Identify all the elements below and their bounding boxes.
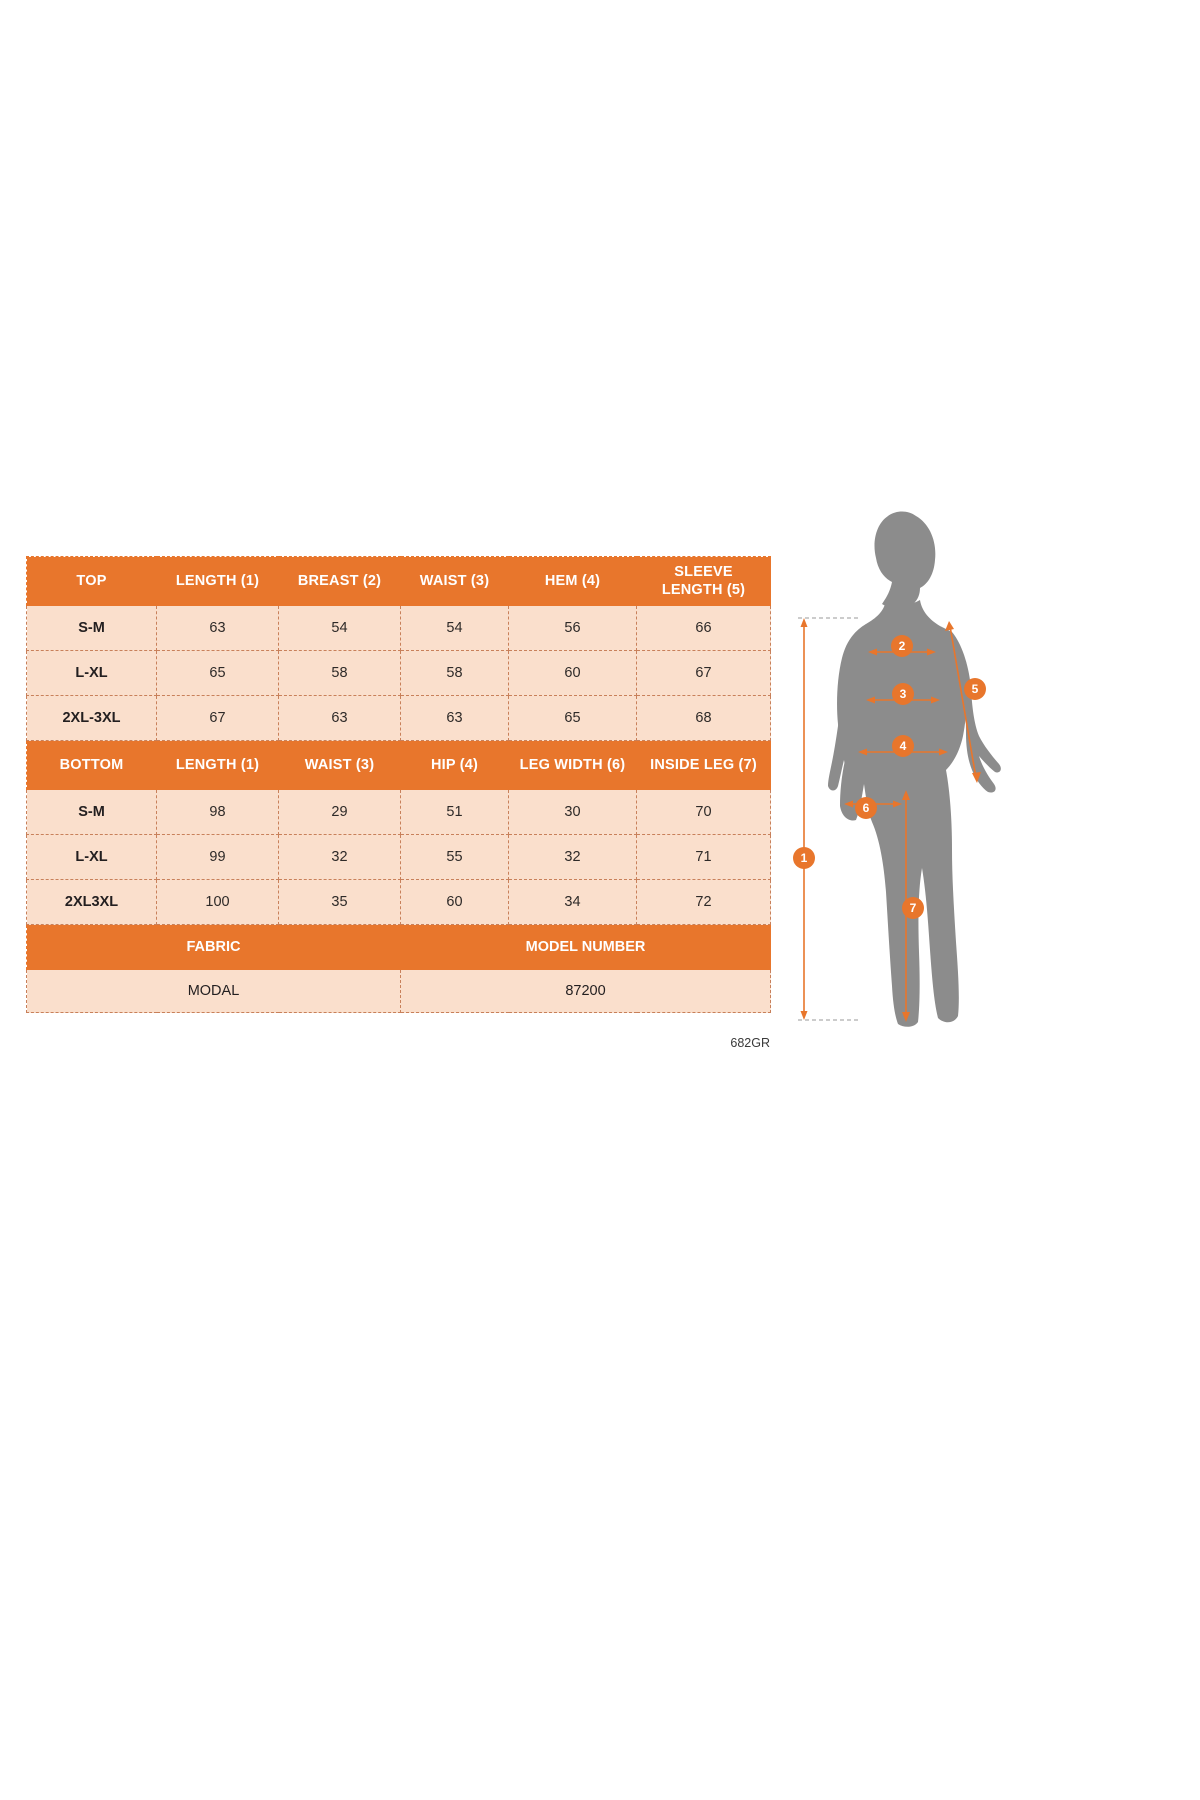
- badge-4-label: 4: [899, 739, 907, 753]
- reference-code: 682GR: [730, 1036, 770, 1050]
- cell-top-hem: 60: [509, 651, 637, 696]
- value-model-number: 87200: [401, 970, 771, 1013]
- header-top-waist: WAIST (3): [401, 557, 509, 606]
- badge-5-label: 5: [971, 682, 979, 696]
- badge-7-label: 7: [909, 901, 917, 915]
- cell-bottom-inside-leg: 71: [637, 835, 771, 880]
- cell-bottom-waist: 32: [279, 835, 401, 880]
- cell-top-breast: 63: [279, 696, 401, 741]
- badge-6-label: 6: [862, 801, 870, 815]
- header-bottom-length: LENGTH (1): [157, 741, 279, 790]
- arrow-head-1-bottom: [801, 1011, 808, 1020]
- cell-top-length: 65: [157, 651, 279, 696]
- header-top-length: LENGTH (1): [157, 557, 279, 606]
- table-row: [27, 835, 771, 880]
- arrow-head-5-top: [945, 621, 954, 631]
- cell-top-length: 67: [157, 696, 279, 741]
- cell-bottom-leg-width: 32: [509, 835, 637, 880]
- table-row: [27, 651, 771, 696]
- cell-top-waist: 58: [401, 651, 509, 696]
- cell-top-sleeve: 66: [637, 606, 771, 651]
- footer-data-row: [27, 970, 771, 1013]
- value-fabric: MODAL: [27, 970, 401, 1013]
- badge-3-label: 3: [899, 687, 907, 701]
- header-sleeve-line2: LENGTH (5): [661, 582, 746, 598]
- cell-bottom-inside-leg: 72: [637, 880, 771, 925]
- header-top-breast: BREAST (2): [279, 557, 401, 606]
- bottom-size-label: S-M: [27, 790, 157, 835]
- cell-top-breast: 54: [279, 606, 401, 651]
- cell-top-waist: 63: [401, 696, 509, 741]
- cell-top-sleeve: 68: [637, 696, 771, 741]
- cell-bottom-length: 100: [157, 880, 279, 925]
- top-size-label: 2XL-3XL: [27, 696, 157, 741]
- cell-bottom-hip: 60: [401, 880, 509, 925]
- cell-top-waist: 54: [401, 606, 509, 651]
- header-bottom: BOTTOM: [27, 741, 157, 790]
- header-bottom-inside-leg: INSIDE LEG (7): [637, 741, 771, 790]
- header-bottom-hip: HIP (4): [401, 741, 509, 790]
- header-top: TOP: [27, 557, 157, 606]
- table-row: [27, 696, 771, 741]
- cell-top-length: 63: [157, 606, 279, 651]
- header-sleeve-line1: SLEEVE: [674, 563, 733, 580]
- cell-bottom-hip: 55: [401, 835, 509, 880]
- cell-bottom-leg-width: 34: [509, 880, 637, 925]
- cell-bottom-inside-leg: 70: [637, 790, 771, 835]
- size-table-container: [26, 556, 770, 1013]
- cell-bottom-length: 98: [157, 790, 279, 835]
- table-row: [27, 606, 771, 651]
- arrow-head-1-top: [801, 618, 808, 627]
- footer-header-row: [27, 925, 771, 970]
- badge-2-label: 2: [898, 639, 906, 653]
- cell-top-breast: 58: [279, 651, 401, 696]
- table-row: [27, 880, 771, 925]
- header-fabric: FABRIC: [27, 925, 401, 970]
- table-row: [27, 790, 771, 835]
- cell-bottom-leg-width: 30: [509, 790, 637, 835]
- cell-top-hem: 65: [509, 696, 637, 741]
- cell-top-sleeve: 67: [637, 651, 771, 696]
- size-table: [26, 556, 771, 1013]
- header-bottom-waist: WAIST (3): [279, 741, 401, 790]
- top-size-label: L-XL: [27, 651, 157, 696]
- cell-bottom-waist: 35: [279, 880, 401, 925]
- badge-1-label: 1: [800, 851, 808, 865]
- header-top-hem: HEM (4): [509, 557, 637, 606]
- header-model-number: MODEL NUMBER: [401, 925, 771, 970]
- cell-bottom-waist: 29: [279, 790, 401, 835]
- head-hair: [875, 512, 936, 609]
- header-bottom-leg-width: LEG WIDTH (6): [509, 741, 637, 790]
- cell-top-hem: 56: [509, 606, 637, 651]
- cell-bottom-hip: 51: [401, 790, 509, 835]
- top-section-header-row: [27, 557, 771, 606]
- header-top-sleeve-length: [637, 557, 771, 606]
- bottom-size-label: L-XL: [27, 835, 157, 880]
- top-size-label: S-M: [27, 606, 157, 651]
- measurement-figure: [780, 500, 1080, 1080]
- bottom-size-label: 2XL3XL: [27, 880, 157, 925]
- cell-bottom-length: 99: [157, 835, 279, 880]
- bottom-section-header-row: [27, 741, 771, 790]
